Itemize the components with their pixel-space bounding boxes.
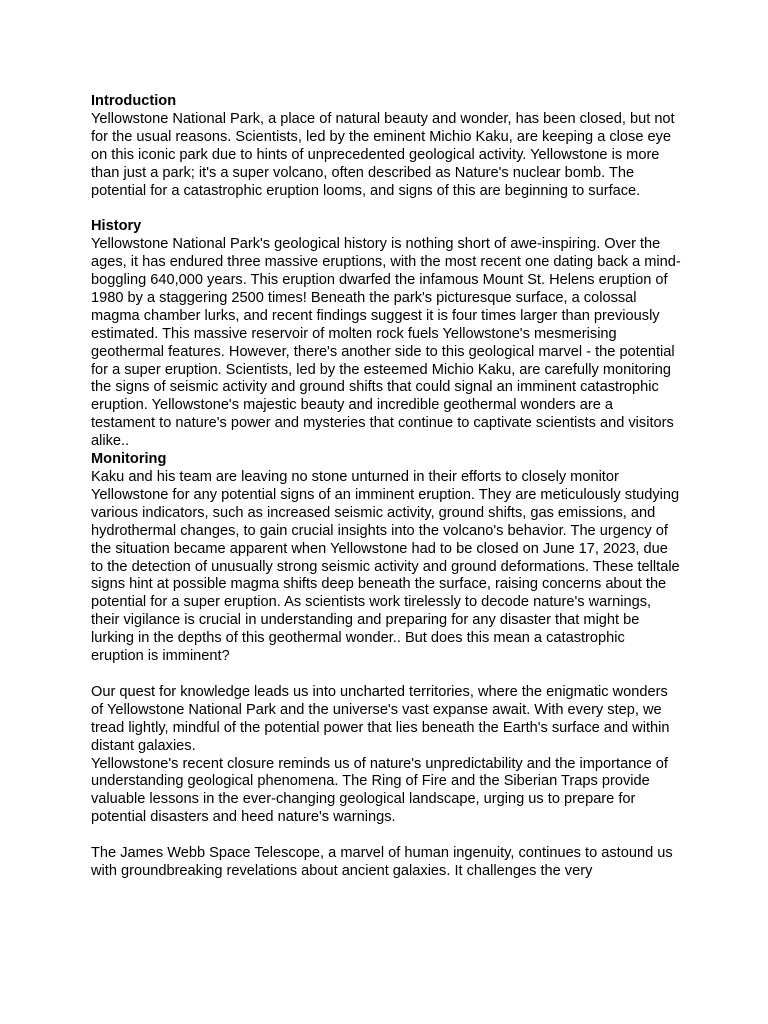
- paragraph-spacer: [91, 827, 681, 845]
- history-heading: History: [91, 218, 142, 235]
- paragraph-spacer: [91, 666, 681, 684]
- webb-paragraph: The James Webb Space Telescope, a marvel of human ingenuity, continues to astound us with groundbreaking revelations about ancient galaxies. It challenges the very: [91, 845, 673, 879]
- closure-paragraph: Yellowstone's recent closure reminds us of nature's unpredictability and the importance of understanding geological phenomena. The Ring of Fire and the Siberian Traps provide valuable lessons in the ever-changing geological landscape, urging us to prepare for potential disasters and heed nature's warnings.: [91, 755, 668, 826]
- paragraph-spacer: [91, 200, 681, 218]
- document-page: [91, 93, 681, 881]
- history-paragraph: Yellowstone National Park's geological history is nothing short of awe-inspiring. Over the ages, it has endured three massive eruptions, with the most recent one dating back a mind-boggling 640,000 years. This eruption dwarfed the infamous Mount St. Helens eruption of 1980 by a staggering 2500 times! Beneath the park's picturesque surface, a colossal magma chamber lurks, and recent findings suggest it is four times larger than previously estimated. This massive reservoir of molten rock fuels Yellowstone's mesmerising geothermal features. However, there's another side to this geological marvel - the potential for a super eruption. Scientists, led by the esteemed Michio Kaku, are carefully monitoring the signs of seismic activity and ground shifts that could signal an imminent catastrophic eruption. Yellowstone's majestic beauty and incredible geothermal wonders are a testament to nature's power and mysteries that continue to captivate scientists and visitors alike..: [91, 236, 681, 450]
- monitoring-heading: Monitoring: [91, 451, 167, 468]
- monitoring-paragraph: Kaku and his team are leaving no stone unturned in their efforts to closely monitor Yellowstone for any potential signs of an imminent eruption. They are meticulously studying various indicators, such as increased seismic activity, ground shifts, gas emissions, and hydrothermal changes, to gain crucial insights into the volcano's behavior. The urgency of the situation became apparent when Yellowstone had to be closed on June 17, 2023, due to the detection of unusually strong seismic activity and ground deformations. These telltale signs hint at possible magma shifts deep beneath the surface, raising concerns about the potential for a super eruption. As scientists work tirelessly to decode nature's warnings, their vigilance is crucial in understanding and preparing for any disaster that might be lurking in the depths of this geothermal wonder.. But does this mean a catastrophic eruption is imminent?: [91, 469, 680, 665]
- introduction-heading: Introduction: [91, 93, 177, 109]
- introduction-paragraph: Yellowstone National Park, a place of natural beauty and wonder, has been closed, but not for the usual reasons. Scientists, led by the eminent Michio Kaku, are keeping a close eye on this iconic park due to hints of unprecedented geological activity. Yellowstone is more than just a park; it's a super volcano, often described as Nature's nuclear bomb. The potential for a catastrophic eruption looms, and signs of this are beginning to surface.: [91, 110, 675, 199]
- quest-paragraph: Our quest for knowledge leads us into uncharted territories, where the enigmatic wonders of Yellowstone National Park and the universe's vast expanse await. With every step, we tread lightly, mindful of the potential power that lies beneath the Earth's surface and within distant galaxies.: [91, 683, 670, 754]
